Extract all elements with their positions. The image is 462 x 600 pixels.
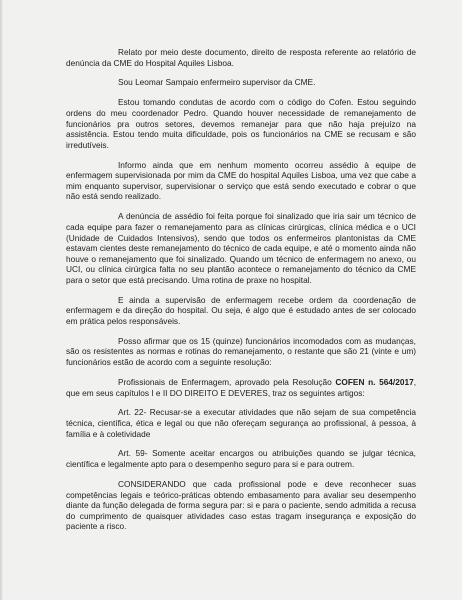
paragraph-intro: Relato por meio deste documento, direito de resposta referente ao relatório de denúncia da CME do Hospital Aquiles Lisboa.	[66, 47, 416, 68]
paragraph-considering: CONSIDERANDO que cada profissional pode e deve reconhecer suas competências legais e teórico-práticas obtendo embasamento para avaliar seu desempenho diante da função delegada de forma segura par: si e para o paciente, sendo admitida a recusa do cumprimento de quaisquer atividades caso estas tragam insegurança e exposição do paciente a risco.	[66, 478, 416, 532]
paragraph-resolution	[66, 377, 416, 398]
paragraph-identification: Sou Leomar Sampaio enfermeiro supervisor da CME.	[118, 77, 316, 88]
paragraph-complaint-reason: A denúncia de assédio foi feita porque foi sinalizado que iria sair um técnico de cada equipe para fazer o remanejamento para as clínicas cirúrgicas, clínica médica e o UCI (Unidade de Cuidados Intensivos), sendo que todos os enfermeiros plantonistas da CME estavam cientes deste remanejamento do técnico de cada equipe, e até o momento ainda não houve o remanejamento que foi sinalizado. Quando um técnico de enfermagem no anexo, ou UCI, ou clínica cirúrgica falta no seu plantão acontece o remanejamento do técnico da CME para o setor que está precisando. Uma rotina de praxe no hospital.	[66, 211, 416, 285]
paragraph-article-59: Art. 59- Somente aceitar encargos ou atribuições quando se julgar técnica, científica e legalmente apto para o desempenho seguro para si e para outrem.	[66, 448, 416, 470]
page-edge-shadow	[0, 0, 3, 600]
resolution-text-after: , que em seus capítulos I e II DO DIREITO E DEVERES, traz os seguintes artigos:	[66, 376, 416, 398]
paragraph-conduct: Estou tomando condutas de acordo com o código do Cofen. Estou seguindo ordens do meu coordenador Pedro. Quando houver necessidade de remanejamento de funcionários pra outros setores, devemos remanejar para que não haja prejuízo na assistência. Estou tendo muita dificuldade, pois os funcionários na CME se recusam e são irredutíveis.	[66, 97, 416, 150]
resolution-number: COFEN n. 564/2017	[335, 376, 414, 387]
paragraph-supervision-orders: E ainda a supervisão de enfermagem recebe ordem da coordenação de enfermagem e da direção do hospital. Ou seja, é algo que é estudado antes de ser colocado em prática pelos responsáveis.	[66, 294, 416, 326]
paragraph-article-22: Art. 22- Recusar-se a executar atividades que não sejam de sua competência técnica, científica, ética e legal ou que não ofereçam segurança ao profissional, à pessoa, à família e à coletividade	[66, 407, 416, 439]
paragraph-no-harassment: Informo ainda que em nenhum momento ocorreu assédio à equipe de enfermagem supervisionada por mim da CME do hospital Aquiles Lisboa, uma vez que cabe a mim enquanto supervisor, supervisionar o serviço que está sendo executado e cobrar o que não está sendo realizado.	[66, 159, 416, 202]
paragraph-staff-count: Posso afirmar que os 15 (quinze) funcionários incomodados com as mudanças, são os resistentes as normas e rotinas do remanejamento, o restante que são 21 (vinte e um) funcionários estão de acordo com a seguinte resolução:	[66, 335, 416, 368]
resolution-text-before: Profissionais de Enfermagem, aprovado pela Resolução	[118, 376, 336, 387]
document-body	[66, 47, 416, 541]
